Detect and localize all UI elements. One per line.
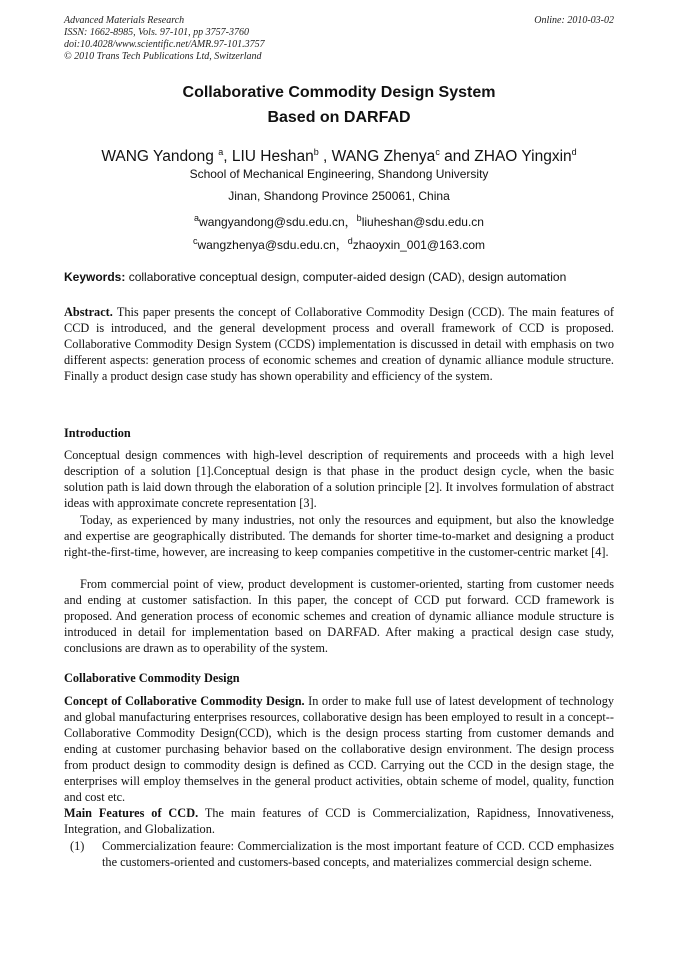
email-c: wangzhenya@sdu.edu.cn， [197, 238, 348, 252]
abstract-label: Abstract. [64, 305, 113, 319]
author-1: WANG Yandong [101, 148, 219, 166]
ccd-concept-paragraph [64, 693, 614, 805]
keywords-line [64, 270, 624, 285]
ccd-heading: Collaborative Commodity Design [64, 671, 240, 685]
author-2: , LIU Heshan [223, 148, 314, 166]
author-3-mark: c [435, 147, 440, 157]
introduction-paragraph-1: Conceptual design commences with high-level description of requirements and proceeds with a high level description of a solution [1].Conceptual design is that phase in the product design cycle, when the basic solution path is laid down through the elaboration of a solution principle [2]. It involves formulation of abstract ideas with approximate concrete representation [3]. [64, 448, 614, 510]
email-d-mark: d [347, 236, 353, 246]
email-d: zhaoyxin_001@163.com [352, 238, 486, 252]
affiliation-line-2: Jinan, Shandong Province 250061, China [228, 189, 450, 203]
email-line-2 [64, 234, 614, 253]
list-item-text: Commercialization feaure: Commercialization is the most important feature of CCD. CCD emphasizes the customers-oriented and customers-based concepts, and materializes commercial design scheme. [102, 839, 614, 869]
email-line-1 [64, 211, 614, 230]
abstract-paragraph [64, 304, 614, 384]
introduction-paragraph-3: From commercial point of view, product development is customer-oriented, starting from customer needs and ending at customer satisfaction. In this paper, the concept of CCD put forward. CCD framework is proposed. And generation process of economic schemes and creation of dynamic alliance module structure is introduced in detail for implementation based on DARFAD. After making a practical design case study, conclusions are drawn as to operability of the system. [64, 577, 614, 655]
email-a: wangyandong@sdu.edu.cn， [199, 215, 357, 229]
doi-line: doi:10.4028/www.scientific.net/AMR.97-101.3757 [64, 39, 265, 50]
copyright-line: © 2010 Trans Tech Publications Ltd, Switzerland [64, 51, 262, 62]
author-1-mark: a [218, 147, 224, 157]
author-4: and ZHAO Yingxin [439, 148, 572, 166]
email-c-mark: c [192, 236, 198, 246]
introduction-paragraph-2: Today, as experienced by many industries, not only the resources and equipment, but also the knowledge and expertise are geographically distributed. The demands for shorter time-to-market and designing a product right-the-first-time, however, are increasing to keep companies competitive in the customer-centric market [4]. [64, 513, 614, 559]
issn-line: ISSN: 1662-8985, Vols. 97-101, pp 3757-3760 [64, 27, 249, 38]
author-2-mark: b [313, 147, 319, 157]
keywords-text: collaborative conceptual design, computer-aided design (CAD), design automation [125, 270, 567, 284]
ccd-features-label: Main Features of CCD. [64, 806, 199, 820]
ccd-features-paragraph [64, 805, 614, 837]
online-date: Online: 2010-03-02 [534, 15, 614, 26]
author-4-mark: d [571, 147, 577, 157]
list-item-number: (1) [70, 839, 85, 853]
ccd-concept-label: Concept of Collaborative Commodity Design. [64, 694, 305, 708]
author-list [64, 142, 614, 167]
email-b: liuheshan@sdu.edu.cn [361, 215, 484, 229]
paper-title-line-2: Based on DARFAD [267, 109, 411, 126]
ccd-concept-text: In order to make full use of latest development of technology and global manufacturing enterprises resources, collaborative design has been employed to result in a concept--Collaborative Commodity Design(CCD), which is the design process starting from customer demands and ending at customer purchasing behavior based on the collaborative design environment. The design process from product design to commodity design is defined as CCD. Carrying out the CCD in the design stage, the enterprises will employ themselves in the general product activities, obtain scheme of model, quality, function and cost etc. [64, 694, 614, 804]
ccd-features-text: The main features of CCD is Commercialization, Rapidness, Innovativeness, Integration, and Globalization. [64, 806, 614, 836]
journal-metadata [64, 15, 265, 63]
author-3: , WANG Zhenya [318, 148, 436, 166]
email-a-mark: a [194, 213, 200, 223]
abstract-text: This paper presents the concept of Collaborative Commodity Design (CCD). The main features of CCD is introduced, and the general development process and overall framework of CCD is proposed. Collaborative Commodity Design System (CCDS) implementation is discussed in detail with emphasis on two different aspects: generation process of economic schemes and creation of dynamic alliance module structure. Finally a product design case study has shown operability and efficiency of the system. [64, 305, 614, 383]
introduction-heading: Introduction [64, 426, 131, 440]
affiliation-line-1: School of Mechanical Engineering, Shandong University [189, 167, 489, 181]
paper-title-line-1: Collaborative Commodity Design System [182, 84, 496, 101]
email-b-mark: b [356, 213, 362, 223]
journal-name: Advanced Materials Research [64, 15, 185, 26]
keywords-label: Keywords: [64, 270, 126, 284]
